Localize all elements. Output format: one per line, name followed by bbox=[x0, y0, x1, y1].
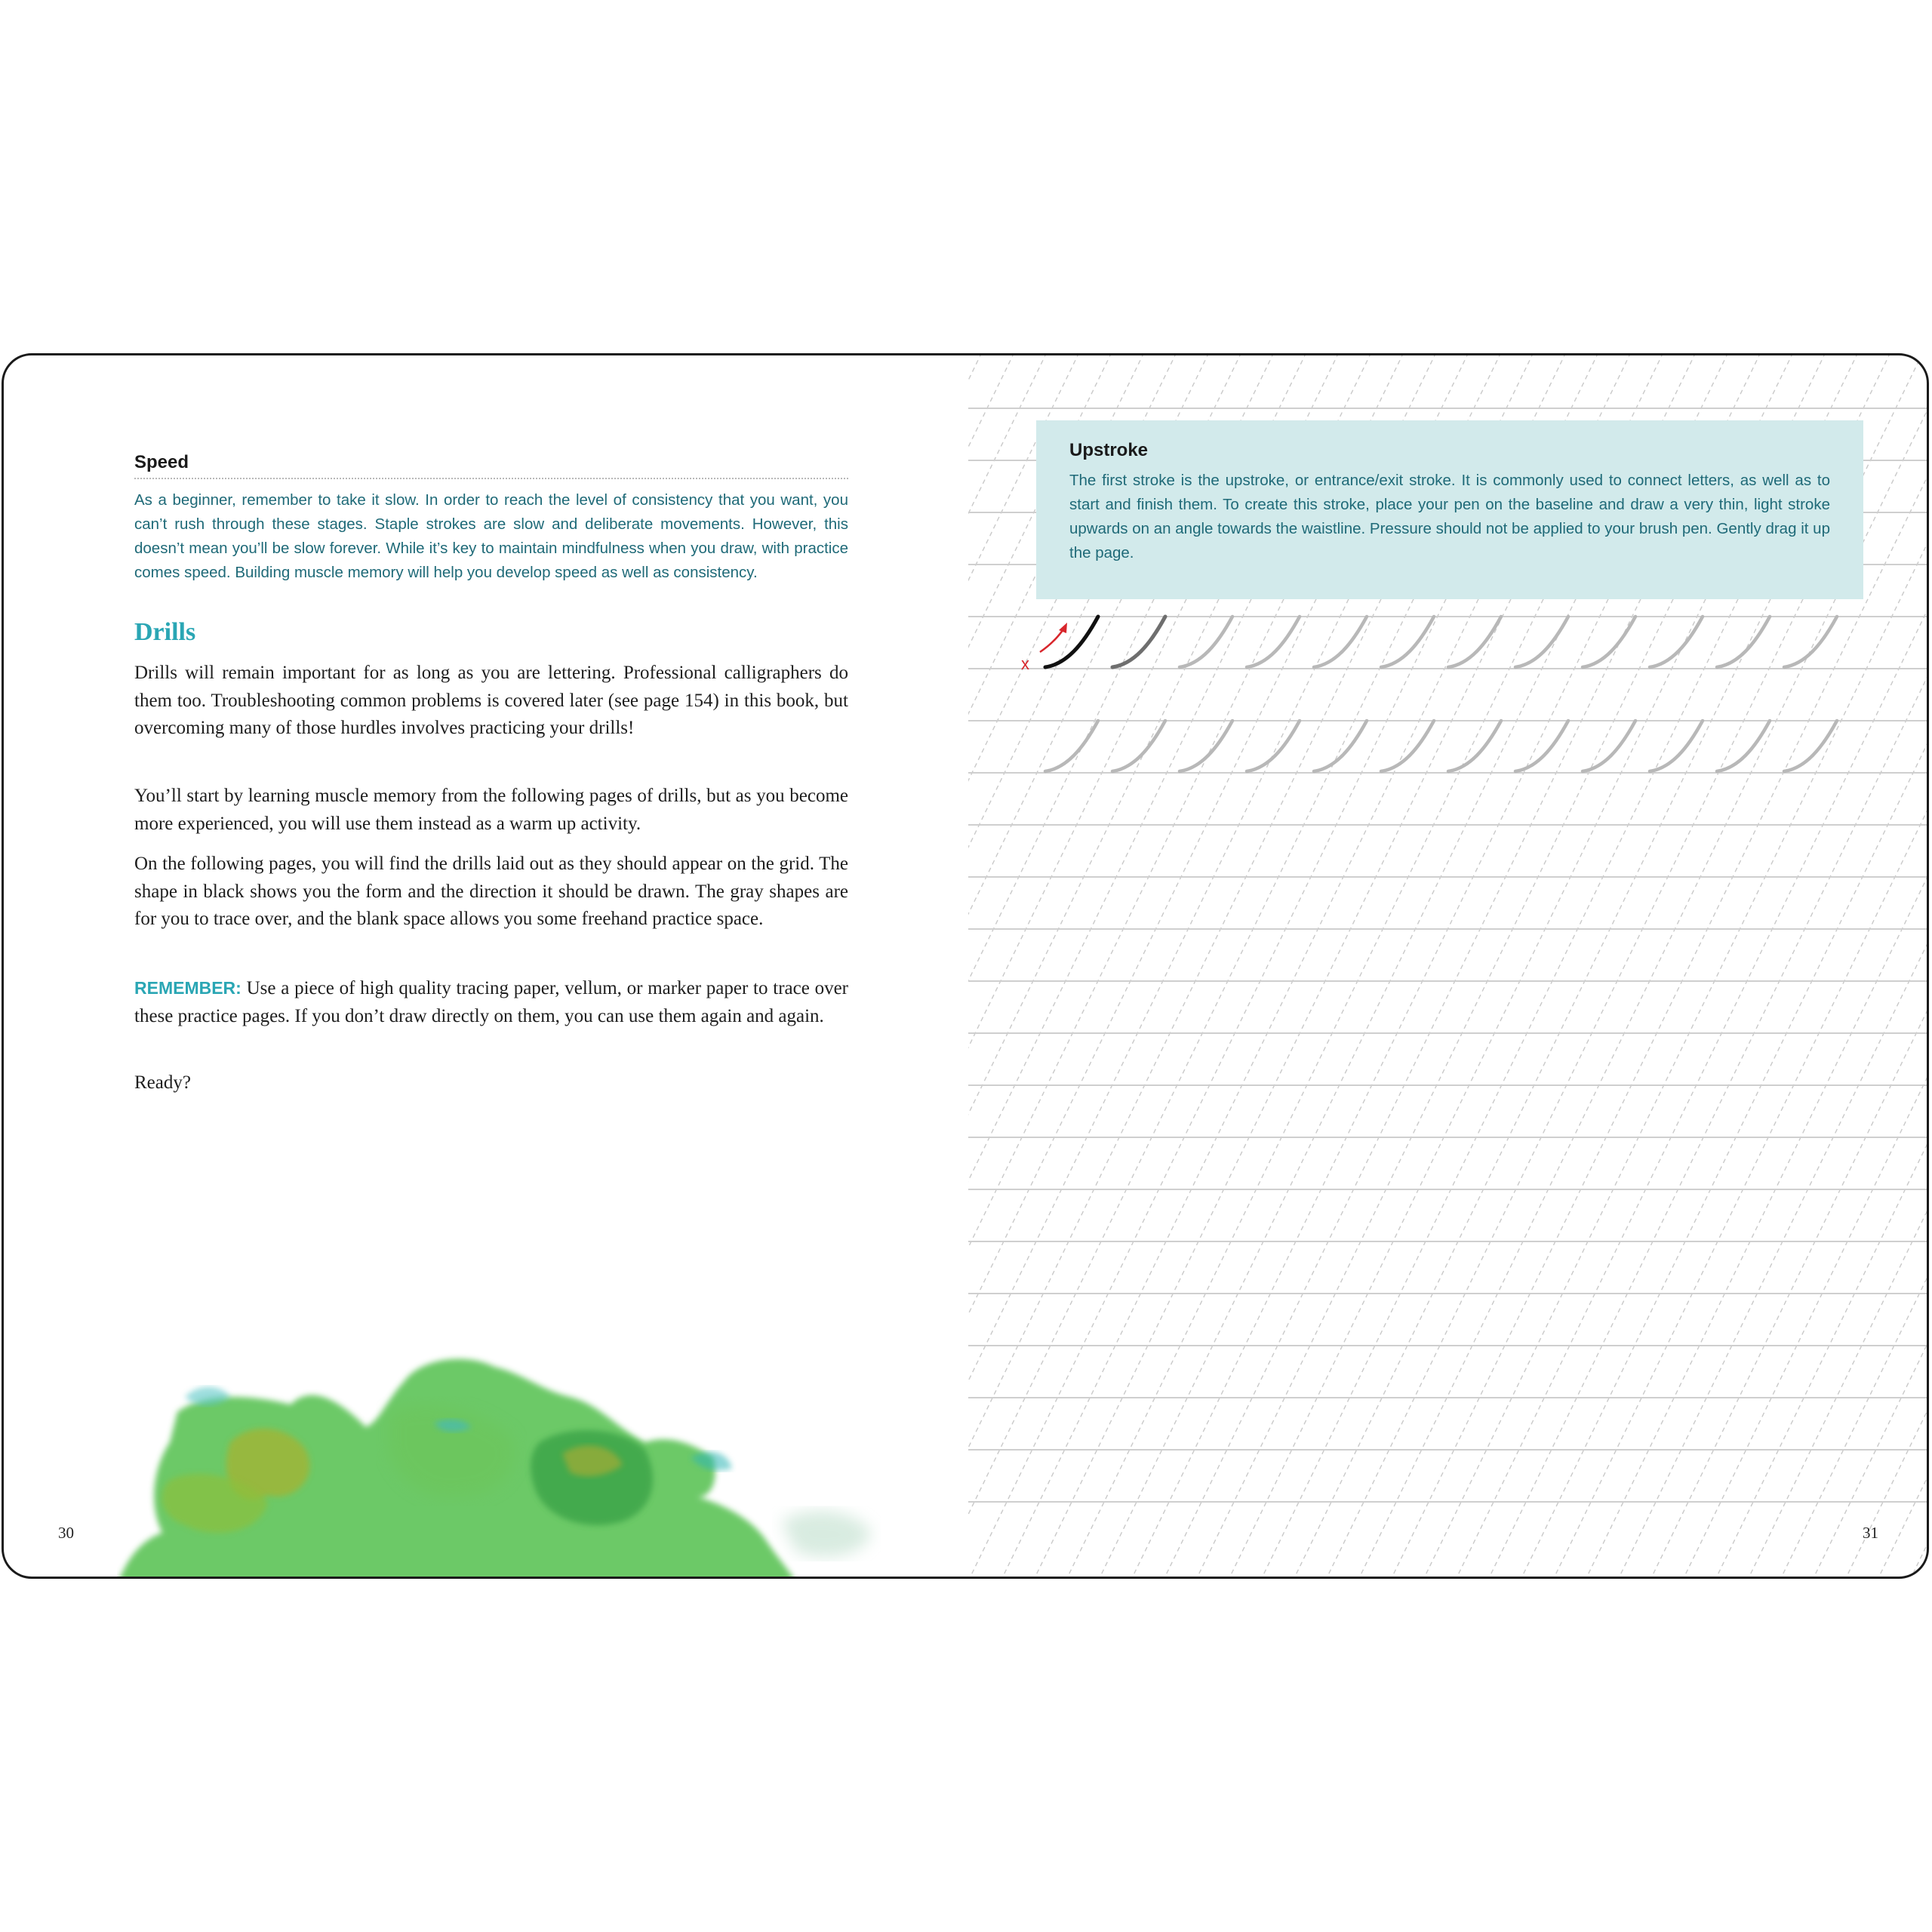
drills-paragraph-3: On the following pages, you will find the drills laid out as they should appear on the grid. The shape in black shows you the form and the direction it should be drawn. The gray shapes are for you to trace over, and the blank space allows you some freehand practice space. bbox=[134, 854, 848, 929]
drills-paragraph-1: Drills will remain important for as long as you are lettering. Professional calligraphers do them too. Troubleshooting common problems is covered later (see page 154) in this book, but overcoming many of those hurdles involves practicing your drills! bbox=[134, 663, 848, 738]
drills-paragraph-2: You’ll start by learning muscle memory from the following pages of drills, but as you become more experienced, you will use them instead as a warm up activity. bbox=[134, 786, 848, 834]
trace-upstroke bbox=[1314, 721, 1367, 771]
trace-upstroke bbox=[1180, 721, 1232, 771]
trace-upstroke bbox=[1045, 721, 1098, 771]
drills-heading: Drills bbox=[134, 618, 196, 646]
right-page bbox=[968, 355, 1929, 1577]
left-page bbox=[4, 355, 968, 1577]
trace-upstroke bbox=[1717, 617, 1770, 667]
trace-upstroke bbox=[1784, 721, 1837, 771]
direction-arrowhead-icon bbox=[1059, 623, 1067, 633]
trace-upstroke bbox=[1784, 617, 1837, 667]
page-number-right: 31 bbox=[1863, 1524, 1878, 1542]
watercolor-splash-illustration bbox=[117, 1352, 962, 1579]
trace-upstroke bbox=[1515, 617, 1568, 667]
upstroke-title: Upstroke bbox=[1069, 440, 1149, 460]
trace-upstroke bbox=[1314, 617, 1367, 667]
slant-guide-line bbox=[1877, 355, 1929, 1579]
ready-text: Ready? bbox=[134, 1072, 191, 1093]
trace-upstroke bbox=[1381, 617, 1434, 667]
book-spread bbox=[2, 353, 1929, 1579]
remember-text: Use a piece of high quality tracing paper, vellum, or marker paper to trace over these practice pages. If you don’t draw directly on them, you can use them again and again. bbox=[134, 978, 848, 1026]
remember-label: REMEMBER: bbox=[134, 978, 242, 998]
trace-upstroke bbox=[1448, 617, 1501, 667]
speed-heading: Speed bbox=[134, 452, 848, 479]
upstroke-info-box bbox=[1036, 420, 1863, 599]
page-number-left: 30 bbox=[58, 1524, 74, 1542]
remember-note bbox=[134, 974, 848, 1030]
speed-paragraph: As a beginner, remember to take it slow. In order to reach the level of consistency that you want, you can’t rush through these stages. Staple strokes are slow and deliberate movements. However, this doesn’t mean you’ll be slow forever. While it’s key to maintain mindfulness when you draw, with practice comes speed. Building muscle memory will help you develop speed as well as consistency. bbox=[134, 491, 848, 581]
start-point-marker: x bbox=[1021, 654, 1029, 673]
trace-upstroke bbox=[1583, 721, 1635, 771]
trace-upstroke bbox=[1717, 721, 1770, 771]
slant-guide-line bbox=[1909, 355, 1929, 1579]
trace-upstroke bbox=[1448, 721, 1501, 771]
trace-upstroke bbox=[1247, 721, 1300, 771]
upstroke-description: The first stroke is the upstroke, or entrance/exit stroke. It is commonly used to connect letters, as well as to start and finish them. To create this stroke, place your pen on the baseline and draw a very thin, light stroke upwards on an angle towards the waistline. Pressure should not be applied to your brush pen. Gently drag it up the page. bbox=[1069, 472, 1830, 561]
trace-upstroke bbox=[1583, 617, 1635, 667]
trace-upstroke bbox=[1180, 617, 1232, 667]
trace-upstroke bbox=[1381, 721, 1434, 771]
